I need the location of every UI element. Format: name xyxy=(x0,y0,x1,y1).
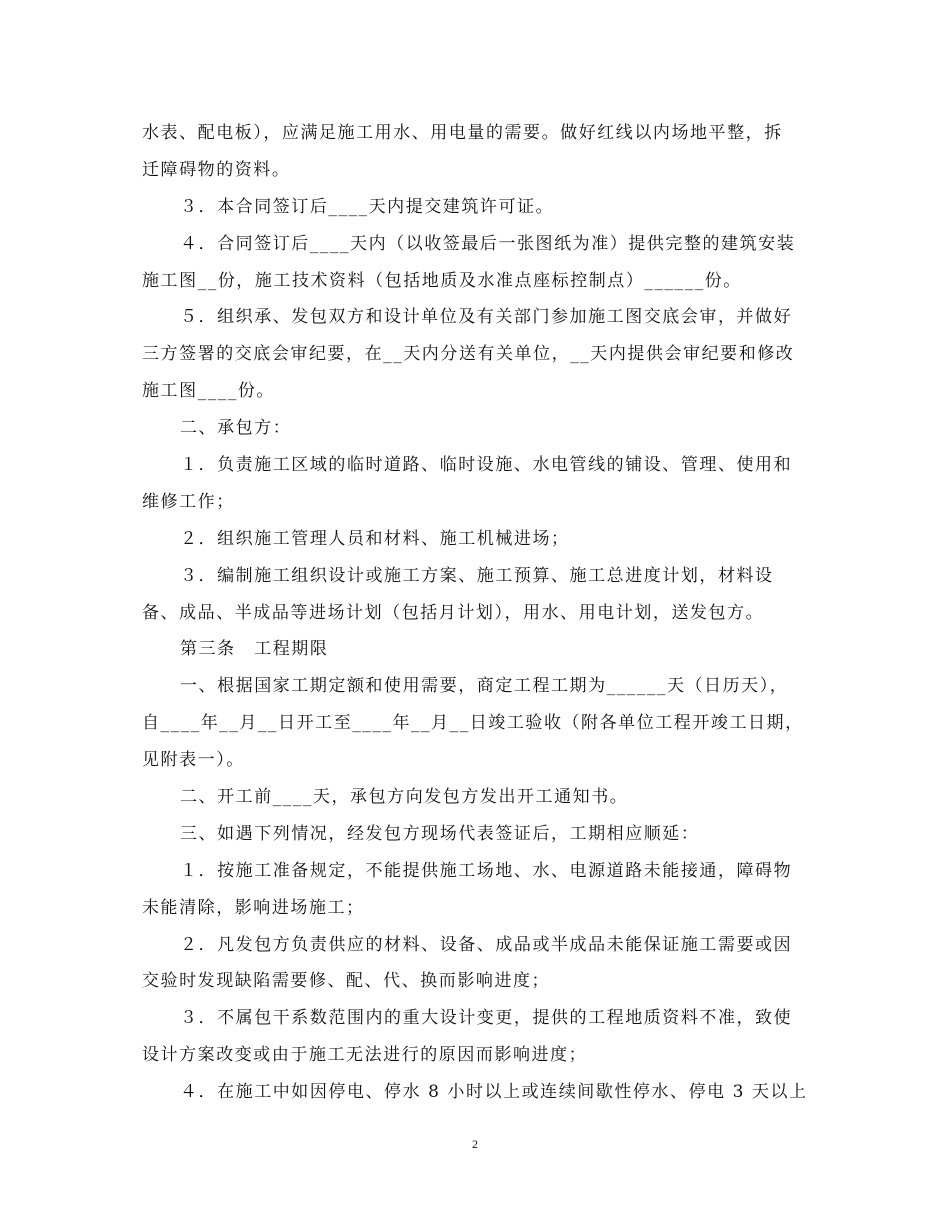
text-line: １．负责施工区域的临时道路、临时设施、水电管线的铺设、管理、使用和 xyxy=(180,455,793,476)
page-number: 2 xyxy=(472,1137,478,1151)
text-line: 维修工作； xyxy=(142,491,235,512)
document-body xyxy=(142,115,808,1111)
text-line: ３．不属包干系数范围内的重大设计变更，提供的工程地质资料不准，致使 xyxy=(180,1008,793,1029)
text-line: 备、成品、半成品等进场计划（包括月计划），用水、用电计划，送发包方。 xyxy=(142,602,765,623)
text-line: ４．合同签订后____天内（以收签最后一张图纸为准）提供完整的建筑安装 xyxy=(180,233,796,254)
text-line: 迁障碍物的资料。 xyxy=(142,159,291,180)
text-line: ３．本合同签订后____天内提交建筑许可证。 xyxy=(180,196,555,217)
text-line: 水表、配电板），应满足施工用水、用电量的需要。做好红线以内场地平整，拆 xyxy=(142,123,783,143)
text-line: 二、承包方： xyxy=(180,418,292,439)
text-line: 三、如遇下列情况，经发包方现场代表签证后，工期相应顺延： xyxy=(180,823,700,844)
text-line: 见附表一）。 xyxy=(142,750,245,771)
text-line: 未能清除，影响进场施工； xyxy=(142,897,365,918)
text-line: 设计方案改变或由于施工无法进行的原因而影响进度； xyxy=(142,1045,588,1066)
text-line: ２．组织施工管理人员和材料、施工机械进场； xyxy=(180,528,570,549)
text-line: １．按施工准备规定，不能提供施工场地、水、电源道路未能接通，障碍物 xyxy=(180,860,793,881)
text-line: 三方签署的交底会审纪要，在__天内分送有关单位，__天内提供会审纪要和修改 xyxy=(142,344,795,365)
text-line: ５．组织承、发包双方和设计单位及有关部门参加施工图交底会审，并做好 xyxy=(180,307,793,328)
text-line: 施工图____份。 xyxy=(142,381,275,402)
text-line: ４．在施工中如因停电、停水 8 小时以上或连续间歇性停水、停电 3 天以上 xyxy=(180,1082,808,1103)
text-line: 二、开工前____天，承包方向发包方发出开工通知书。 xyxy=(180,787,629,808)
text-line: 一、根据国家工期定额和使用需要，商定工程工期为______天（日历天）， xyxy=(180,676,789,697)
text-line: ２．凡发包方负责供应的材料、设备、成品或半成品未能保证施工需要或因 xyxy=(180,934,793,955)
text-line: 第三条 工程期限 xyxy=(180,639,329,660)
text-line: 施工图__份，施工技术资料（包括地质及水准点座标控制点）______份。 xyxy=(142,270,742,291)
text-line: 交验时发现缺陷需要修、配、代、换而影响进度； xyxy=(142,971,551,992)
text-line: 自____年__月__日开工至____年__月__日竣工验收（附各单位工程开竣工日期， xyxy=(142,713,804,734)
text-line: ３．编制施工组织设计或施工方案、施工预算、施工总进度计划，材料设 xyxy=(180,565,774,586)
